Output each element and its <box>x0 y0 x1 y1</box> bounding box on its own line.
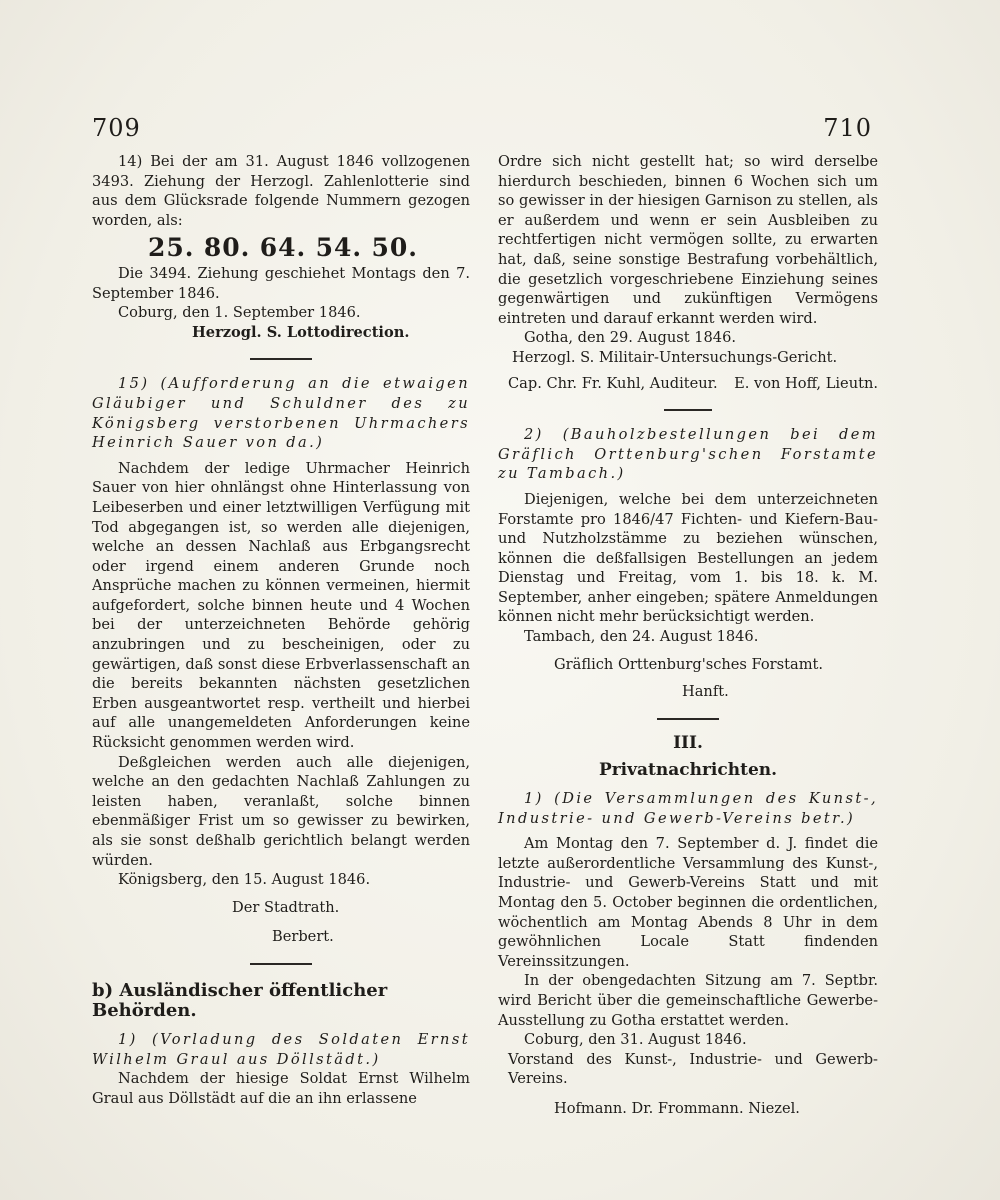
notice-15-title: 15) (Aufforderung an die etwaigen Gläubiger und Schuldner des zu Königsberg verstorbenen Uhrmachers Heinrich Sauer von da.) <box>92 375 470 452</box>
page-number-left: 709 <box>92 114 141 142</box>
private-1-signature-board: Vorstand des Kunst-, Industrie- und Gewerb-Vereins. <box>508 1050 878 1088</box>
private-1-paragraph-1: Am Montag den 7. September d. J. findet die letzte außerordentliche Versammlung des Kunst-, Industrie- und Gewerb-Vereins Statt und mit Montag den 5. October beginnen die ordentlichen, wöchentlich am Montag Abends 8 Uhr in dem gewöhnlichen Locale Statt findenden Vereinssitzungen. <box>498 835 878 970</box>
notice-15-date: Königsberg, den 15. August 1846. <box>118 871 371 889</box>
lottery-number: 50. <box>371 233 418 263</box>
notice-15-signature-name: Berbert. <box>272 928 334 946</box>
notice-b2-signature-name: Hanft. <box>682 683 729 701</box>
notice-b1-signature-court: Herzogl. S. Militair-Untersuchungs-Gericht. <box>512 348 838 366</box>
notice-b1-title: 1) (Vorladung des Soldaten Ernst Wilhelm Graul aus Döllstädt.) <box>92 1031 470 1068</box>
section-title-private-news: Privatnachrichten. <box>598 760 778 781</box>
lottery-numbers <box>148 233 418 263</box>
notice-14-date: Coburg, den 1. September 1846. <box>118 304 361 322</box>
left-column <box>92 152 470 1109</box>
notice-b2-title: 2) (Bauholzbestellungen bei dem Gräflich Orttenburg'schen Forstamte zu Tambach.) <box>498 426 878 483</box>
notice-b2-date: Tambach, den 24. August 1846. <box>524 628 759 646</box>
notice-b1-signature-officers <box>498 374 878 394</box>
notice-14-intro: 14) Bei der am 31. August 1846 vollzogenen 3493. Ziehung der Herzogl. Zahlenlotterie sind aus dem Glücksrade folgende Nummern gezogen worden, als: <box>92 153 470 229</box>
notice-b1-paragraph-start: Nachdem der hiesige Soldat Ernst Wilhelm Graul aus Döllstädt auf die an ihn erlassene <box>92 1070 470 1107</box>
section-roman-numeral: III. <box>673 732 703 753</box>
notice-15-signature-authority: Der Stadtrath. <box>232 898 340 916</box>
lottery-number: 25. <box>148 233 195 263</box>
private-1-title: 1) (Die Versammlungen des Kunst-, Industrie- und Gewerb-Vereins betr.) <box>498 790 878 827</box>
notice-b1-paragraph-continued: Ordre sich nicht gestellt hat; so wird derselbe hierdurch beschieden, binnen 6 Wochen sich um so gewisser in der hiesigen Garnison zu stellen, als er außerdem und wenn er sein Ausbleiben zu rechtfertigen nicht vermögen sollte, zu erwarten hat, daß, seine sonstige Bestrafung vorbehältlich, die gesetzlich vorgeschriebene Einziehung seines gegenwärtigen und zukünftigen Vermögens eintreten und darauf erkannt werden wird. <box>498 153 878 327</box>
lottery-number: 54. <box>315 233 363 263</box>
notice-15-paragraph-2: Deßgleichen werden auch alle diejenigen, welche an den gedachten Nachlaß Zahlungen zu leisten haben, veranlaßt, solche binnen ebenmäßiger Frist um so gewisser zu bewirken, als sie sonst deßhalb gerichtlich belangt werden würden. <box>92 753 470 869</box>
private-1-signature-names: Hofmann. Dr. Frommann. Niezel. <box>554 1099 800 1117</box>
private-1-date: Coburg, den 31. August 1846. <box>524 1031 747 1049</box>
signature-lieutenant: E. von Hoff, Lieutn. <box>734 374 878 392</box>
section-b-header: b) Ausländischer öffentlicher Behörden. <box>92 979 388 1021</box>
notice-b1-date: Gotha, den 29. August 1846. <box>524 329 737 347</box>
notice-15-paragraph-1: Nachdem der ledige Uhrmacher Heinrich Sauer von hier ohnlängst ohne Hinterlassung von Leibeserben und einer letztwilligen Verfügung mit Tod abgegangen ist, so werden alle diejenigen, welche an dessen Nachlaß aus Erbgangsrecht oder irgend einem anderen Grunde noch Ansprüche machen zu können vermeinen, hiermit aufgefordert, solche binnen heute und 4 Wochen bei der unterzeichneten Behörde gehörig anzubringen und zu bescheinigen, oder zu gewärtigen, daß sonst diese Erbverlassenschaft an die bereits bekannten nächsten gesetzlichen Erben ausgeantwortet resp. vertheilt und hierbei auf alle unangemeldeten Anforderungen keine Rücksicht genommen werden wird. <box>92 459 470 752</box>
page-number-right: 710 <box>823 114 872 142</box>
lottery-number: 80. <box>203 233 251 263</box>
section-divider <box>657 718 719 720</box>
section-divider <box>250 358 312 360</box>
private-1-paragraph-2: In der obengedachten Sitzung am 7. Septbr. wird Bericht über die gemeinschaftliche Gewerbe-Ausstellung zu Gotha erstattet werden. <box>498 972 878 1029</box>
section-divider <box>664 409 712 411</box>
section-divider <box>250 963 312 965</box>
lottery-number: 64. <box>259 233 307 263</box>
notice-14-next-drawing: Die 3494. Ziehung geschiehet Montags den 7. September 1846. <box>92 264 470 302</box>
right-column <box>498 152 878 1119</box>
notice-b2-signature-office: Gräflich Orttenburg'sches Forstamt. <box>554 655 824 673</box>
notice-b2-paragraph: Diejenigen, welche bei dem unterzeichneten Forstamte pro 1846/47 Fichten- und Kiefern-Bau- und Nutzholzstämme zu beziehen wünschen, können die deßfallsigen Bestellungen an jedem Dienstag und Freitag, vom 1. bis 18. k. M. September, anher eingeben; spätere Anmeldungen können nicht mehr berücksichtigt werden. <box>498 490 878 626</box>
notice-14-signature: Herzogl. S. Lottodirection. <box>192 323 410 341</box>
signature-auditor: Cap. Chr. Fr. Kuhl, Auditeur. <box>508 374 718 392</box>
